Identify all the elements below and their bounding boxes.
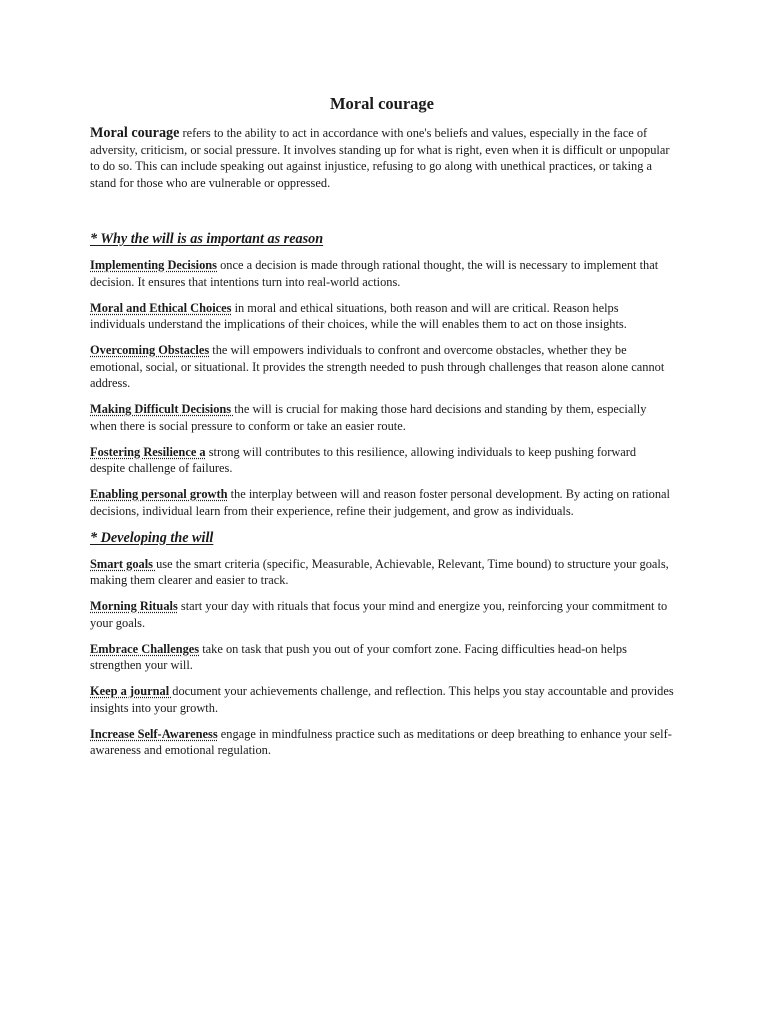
item-term: Keep a journal — [90, 684, 173, 698]
intro-text: refers to the ability to act in accordance with one's beliefs and values, especially in the face of adversity, criticism, or social pressure. It involves standing up for what is right, even when it is difficult or unpopular to do so. This can include speaking out against injustice, refusing to go along with unethical practices, or taking a stand for those who are vulnerable or oppressed. — [90, 126, 670, 190]
page-title: Moral courage — [329, 94, 434, 113]
intro-paragraph — [90, 125, 674, 191]
item-text: strong will contributes to this resilience, allowing individuals to keep pushing forward despite challenge of failures. — [90, 444, 637, 475]
document-page — [90, 92, 674, 768]
intro-lead: Moral courage — [90, 125, 180, 141]
item-term: Implementing Decisions — [90, 258, 218, 272]
item-term: Smart goals — [90, 556, 157, 571]
item-text: the interplay between will and reason foster personal development. By acting on rational decisions, individual learn from their experience, refine their judgement, and grow as individuals. — [90, 487, 670, 518]
list-item — [90, 444, 674, 477]
list-item — [90, 641, 674, 674]
list-item — [90, 683, 674, 716]
section-heading-developing-will: * Developing the will — [90, 529, 214, 546]
list-item — [90, 300, 674, 333]
item-term: Making Difficult Decisions — [90, 402, 235, 416]
item-text: take on task that push you out of your comfort zone. Facing difficulties head-on helps strengthen your will. — [90, 641, 627, 672]
item-term: Moral and Ethical Choices — [90, 300, 232, 315]
list-item — [90, 598, 674, 631]
item-term: Embrace Challenges — [90, 641, 200, 656]
list-item — [90, 556, 674, 589]
item-text: use the smart criteria (specific, Measurable, Achievable, Relevant, Time bound) to structure your goals, making them clearer and easier to track. — [90, 556, 669, 587]
list-item — [90, 486, 674, 519]
item-text: in moral and ethical situations, both reason and will are critical. Reason helps individuals understand the implications of their choices, while the will enables them to act on those insights. — [90, 300, 627, 331]
item-term: Overcoming Obstacles — [90, 343, 210, 357]
item-text: once a decision is made through rational thought, the will is necessary to implement that decision. It ensures that intentions turn into real-world actions. — [90, 258, 659, 289]
item-term: Morning Rituals — [90, 599, 178, 613]
item-text: start your day with rituals that focus your mind and energize you, reinforcing your commitment to your goals. — [90, 599, 668, 630]
section-heading-why-will: * Why the will is as important as reason — [90, 231, 324, 247]
item-text: engage in mindfulness practice such as meditations or deep breathing to enhance your self-awareness and emotional regulation. — [90, 726, 672, 757]
item-text: document your achievements challenge, and reflection. This helps you stay accountable and provides insights into your growth. — [90, 684, 674, 715]
list-item — [90, 726, 674, 759]
item-text: the will empowers individuals to confront and overcome obstacles, whether they be emotional, social, or situational. It provides the strength needed to push through challenges that reason alone cannot address. — [90, 343, 665, 390]
item-term: Fostering Resilience a — [90, 444, 206, 459]
list-item — [90, 342, 674, 392]
item-term: Increase Self-Awareness — [90, 726, 218, 741]
item-text: the will is crucial for making those hard decisions and standing by them, especially when there is social pressure to conform or take an easier route. — [90, 402, 647, 433]
list-item — [90, 401, 674, 434]
item-term: Enabling personal growth — [90, 487, 228, 501]
list-item — [90, 257, 674, 290]
